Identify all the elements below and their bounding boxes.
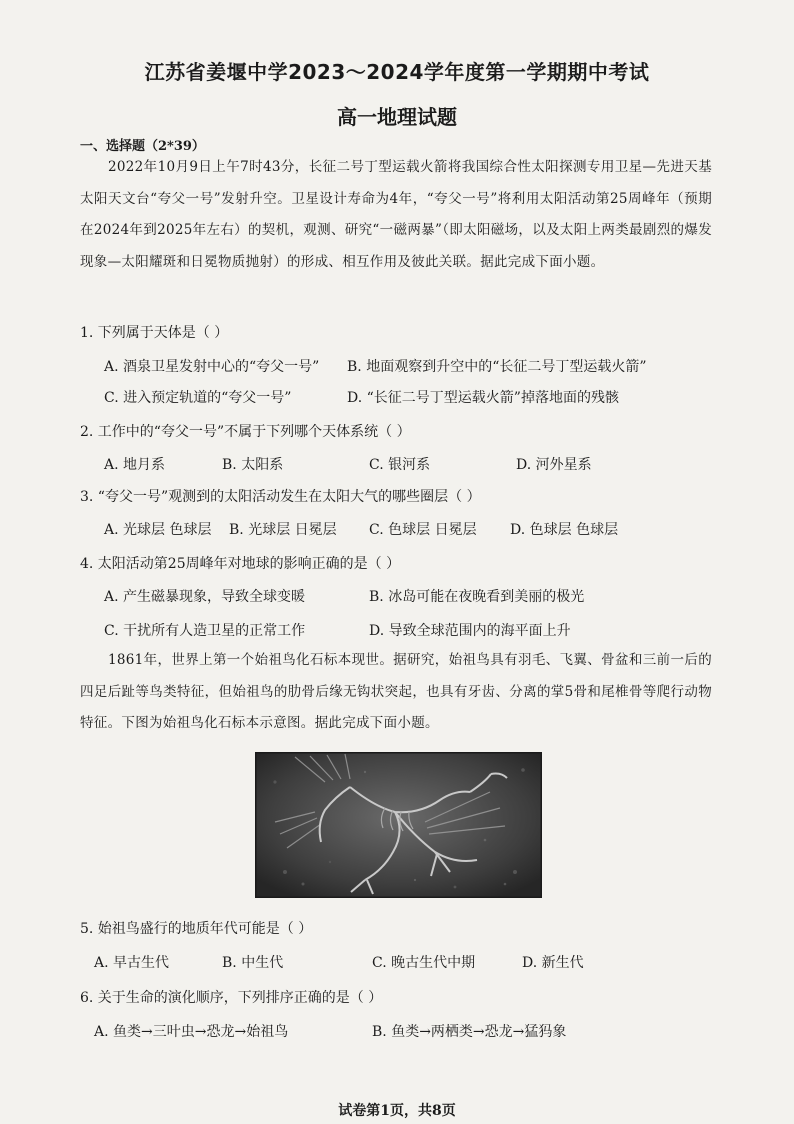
question-4-option-b[interactable]: B. 冰岛可能在夜晚看到美丽的极光 — [369, 589, 585, 605]
question-2-option-a[interactable]: A. 地月系 — [104, 457, 166, 473]
question-5-option-b[interactable]: B. 中生代 — [222, 955, 284, 971]
question-1-option-c[interactable]: C. 进入预定轨道的“夸父一号” — [104, 390, 292, 406]
question-4-option-c[interactable]: C. 干扰所有人造卫星的正常工作 — [104, 623, 306, 639]
question-1-option-d[interactable]: D. “长征二号丁型运载火箭”掉落地面的残骸 — [347, 390, 619, 406]
passage-kuafu: 2022年10月9日上午7时43分，长征二号丁型运载火箭将我国综合性太阳探测专用卫星—先进天基太阳天文台“夸父一号”发射升空。卫星设计寿命为4年，“夸父一号”将利用太阳活动第25周峰年（预期在2024年到2025年左右）的契机，观测、研究“一磁两暴”（即太阳磁场，以及太阳上两类最剧烈的爆发现象—太阳耀斑和日冕物质抛射）的形成、相互作用及彼此关联。据此完成下面小题。 — [80, 159, 712, 270]
question-6-option-b[interactable]: B. 鱼类→两栖类→恐龙→猛犸象 — [372, 1024, 567, 1040]
question-2-option-c[interactable]: C. 银河系 — [369, 457, 431, 473]
question-1-option-b[interactable]: B. 地面观察到升空中的“长征二号丁型运载火箭” — [347, 359, 647, 375]
question-4-stem: 4. 太阳活动第25周峰年对地球的影响正确的是（ ） — [80, 556, 401, 572]
question-6-stem: 6. 关于生命的演化顺序，下列排序正确的是（ ） — [80, 990, 383, 1006]
page-footer: 试卷第1页，共8页 — [338, 1103, 456, 1119]
question-1-stem: 1. 下列属于天体是（ ） — [80, 325, 229, 341]
question-2-option-d[interactable]: D. 河外星系 — [516, 457, 592, 473]
question-3-option-c[interactable]: C. 色球层 日冕层 — [369, 522, 477, 538]
question-5-option-a[interactable]: A. 早古生代 — [94, 955, 170, 971]
question-3-option-a[interactable]: A. 光球层 色球层 — [104, 522, 212, 538]
question-5-option-d[interactable]: D. 新生代 — [522, 955, 584, 971]
question-3-option-d[interactable]: D. 色球层 色球层 — [510, 522, 619, 538]
question-4-option-a[interactable]: A. 产生磁暴现象，导致全球变暖 — [104, 589, 306, 605]
question-3-option-b[interactable]: B. 光球层 日冕层 — [229, 522, 337, 538]
question-2-stem: 2. 工作中的“夸父一号”不属于下列哪个天体系统（ ） — [80, 424, 411, 440]
question-1-option-a[interactable]: A. 酒泉卫星发射中心的“夸父一号” — [104, 359, 320, 375]
question-5-option-c[interactable]: C. 晚古生代中期 — [372, 955, 476, 971]
question-2-option-b[interactable]: B. 太阳系 — [222, 457, 284, 473]
passage-archaeopteryx: 1861年，世界上第一个始祖鸟化石标本现世。据研究，始祖鸟具有羽毛、飞翼、骨盆和三前一后的四足后趾等鸟类特征，但始祖鸟的肋骨后缘无钩状突起，也具有牙齿、分离的掌5骨和尾椎骨等爬行动物特征。下图为始祖鸟化石标本示意图。据此完成下面小题。 — [80, 652, 712, 731]
exam-title: 江苏省姜堰中学2023～2024学年度第一学期期中考试 — [144, 60, 650, 84]
question-4-option-d[interactable]: D. 导致全球范围内的海平面上升 — [369, 623, 571, 639]
question-5-stem: 5. 始祖鸟盛行的地质年代可能是（ ） — [80, 921, 313, 937]
archaeopteryx-fossil-image — [255, 752, 542, 898]
exam-subtitle: 高一地理试题 — [337, 105, 457, 129]
section-heading: 一、选择题（2*39） — [80, 139, 205, 154]
question-3-stem: 3. “夸父一号”观测到的太阳活动发生在太阳大气的哪些圈层（ ） — [80, 489, 481, 505]
question-6-option-a[interactable]: A. 鱼类→三叶虫→恐龙→始祖鸟 — [94, 1024, 289, 1040]
